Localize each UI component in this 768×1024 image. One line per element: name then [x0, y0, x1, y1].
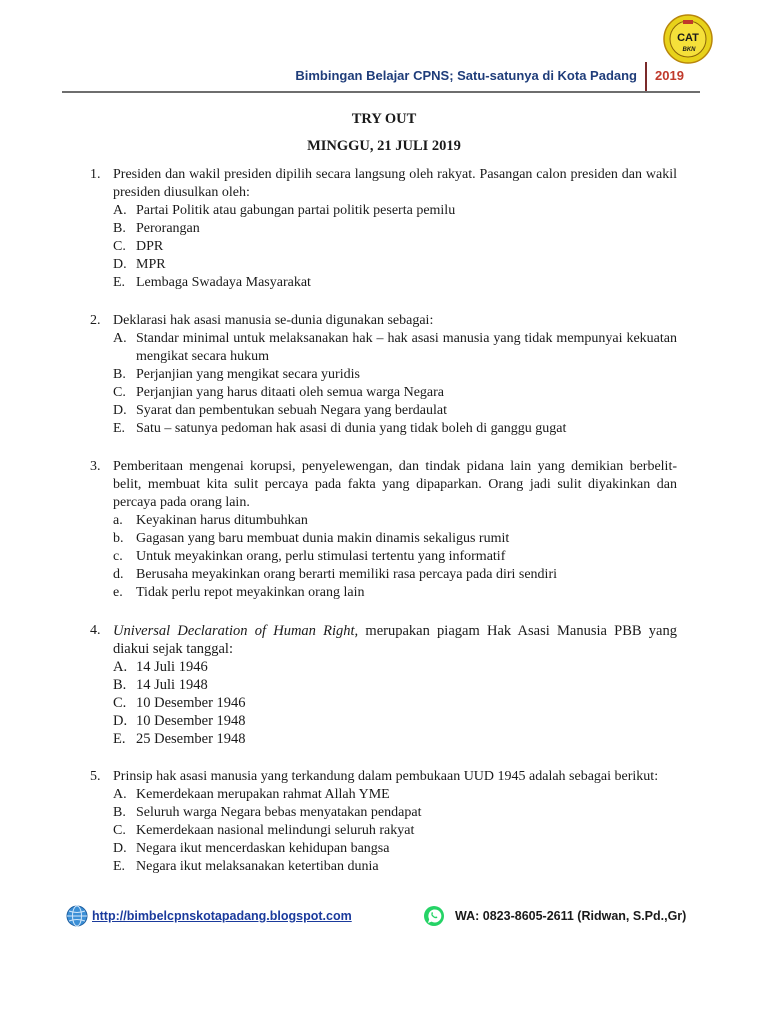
question-text: Prinsip hak asasi manusia yang terkandung dalam pembukaan UUD 1945 adalah sebagai berikut: — [113, 769, 659, 784]
option-list — [113, 786, 677, 876]
option-text: DPR — [136, 239, 164, 254]
option-letter: E. — [113, 859, 126, 874]
option-letter: a. — [113, 513, 123, 528]
question-number: 2. — [90, 313, 101, 328]
logo-subtext: BKN — [682, 47, 696, 53]
option-letter: C. — [113, 823, 126, 838]
option-text: Berusaha meyakinkan orang berarti memiliki rasa percaya pada diri sendiri — [136, 567, 557, 582]
option-text: 10 Desember 1946 — [136, 695, 246, 711]
page-subtitle: MINGGU, 21 JULI 2019 — [307, 138, 461, 154]
option-text: Satu – satunya pedoman hak asasi di dunia yang tidak boleh di ganggu gugat — [136, 421, 567, 436]
option-letter: b. — [113, 531, 124, 546]
option-letter: D. — [113, 713, 128, 729]
option-c — [113, 822, 677, 840]
option-letter: B. — [113, 221, 126, 236]
option-e — [113, 274, 677, 292]
option-text: Standar minimal untuk melaksanakan hak – hak asasi manusia yang tidak mempunyai kekuatan mengikat secara hukum — [136, 331, 677, 364]
question-number: 3. — [90, 459, 101, 474]
header-text: Bimbingan Belajar CPNS; Satu-satunya di Kota Padang — [295, 68, 637, 83]
option-letter: D. — [113, 841, 127, 856]
option-d — [113, 840, 677, 858]
option-c — [113, 548, 677, 566]
option-b — [113, 804, 677, 822]
option-a — [113, 786, 677, 804]
option-a — [113, 330, 677, 366]
option-e — [113, 420, 677, 438]
option-text: Perorangan — [136, 221, 200, 236]
option-d — [113, 712, 677, 730]
header-separator — [645, 62, 647, 92]
option-letter: D. — [113, 257, 127, 272]
page-title: TRY OUT — [351, 111, 417, 127]
question-3 — [90, 458, 677, 602]
option-text: 14 Juli 1946 — [136, 659, 208, 675]
option-d — [113, 402, 677, 420]
option-letter: C. — [113, 695, 127, 711]
question-1 — [90, 166, 677, 292]
option-list — [113, 658, 677, 748]
option-a — [113, 202, 677, 220]
whatsapp-icon — [423, 905, 445, 927]
option-text: Keyakinan harus ditumbuhkan — [136, 513, 308, 528]
option-b — [113, 530, 677, 548]
globe-icon — [66, 905, 88, 927]
option-b — [113, 220, 677, 238]
option-e — [113, 730, 677, 748]
option-text: 25 Desember 1948 — [136, 731, 246, 747]
contact-whatsapp: WA: 0823-8605-2611 (Ridwan, S.Pd.,Gr) — [455, 909, 687, 923]
option-text: 10 Desember 1948 — [136, 713, 246, 729]
option-letter: A. — [113, 659, 128, 675]
option-d — [113, 566, 677, 584]
option-e — [113, 584, 677, 602]
option-a — [113, 658, 677, 676]
option-list — [113, 202, 677, 292]
option-text: Tidak perlu repot meyakinkan orang lain — [136, 585, 365, 600]
question-number: 4. — [90, 623, 101, 638]
option-text: Perjanjian yang harus ditaati oleh semua warga Negara — [136, 385, 445, 400]
option-letter: A. — [113, 331, 127, 346]
question-4 — [90, 622, 677, 748]
option-text: Partai Politik atau gabungan partai politik peserta pemilu — [136, 203, 456, 218]
header-year: 2019 — [655, 68, 684, 83]
option-text: 14 Juli 1948 — [136, 677, 208, 693]
question-text-rest: merupakan piagam Hak Asasi Manusia PBB yang diakui sejak tanggal: — [113, 623, 677, 657]
option-text: Kemerdekaan nasional melindungi seluruh rakyat — [136, 823, 415, 838]
option-letter: E. — [113, 731, 126, 747]
option-letter: C. — [113, 385, 126, 400]
option-letter: e. — [113, 585, 123, 600]
option-text: Lembaga Swadaya Masyarakat — [136, 275, 311, 290]
option-letter: B. — [113, 367, 126, 382]
option-text: MPR — [136, 257, 166, 272]
option-letter: A. — [113, 787, 127, 802]
option-e — [113, 858, 677, 876]
question-list — [90, 166, 677, 896]
option-b — [113, 676, 677, 694]
option-letter: d. — [113, 567, 124, 582]
option-c — [113, 384, 677, 402]
cat-bkn-logo — [663, 14, 713, 64]
question-number: 5. — [90, 769, 101, 784]
option-c — [113, 694, 677, 712]
question-text: Presiden dan wakil presiden dipilih secara langsung oleh rakyat. Pasangan calon presiden dan wakil presiden diusulkan oleh: — [113, 167, 677, 200]
question-text: Pemberitaan mengenai korupsi, penyelewengan, dan tindak pidana lain yang demikian berbelit-belit, membuat kita sulit percaya pada fakta yang dipaparkan. Orang jadi sulit diyakinkan dan percaya pada orang lain. — [113, 459, 677, 510]
option-c — [113, 238, 677, 256]
option-letter: E. — [113, 275, 126, 290]
option-letter: B. — [113, 805, 126, 820]
option-text: Negara ikut melaksanakan ketertiban dunia — [136, 859, 379, 874]
question-2 — [90, 312, 677, 438]
option-text: Syarat dan pembentukan sebuah Negara yang berdaulat — [136, 403, 447, 418]
option-list — [113, 330, 677, 438]
option-letter: C. — [113, 239, 126, 254]
option-text: Untuk meyakinkan orang, perlu stimulasi tertentu yang informatif — [136, 549, 506, 564]
option-letter: A. — [113, 203, 127, 218]
option-text: Kemerdekaan merupakan rahmat Allah YME — [136, 787, 390, 802]
question-text: Deklarasi hak asasi manusia se-dunia digunakan sebagai: — [113, 313, 434, 328]
option-letter: c. — [113, 549, 123, 564]
option-b — [113, 366, 677, 384]
option-a — [113, 512, 677, 530]
option-text: Seluruh warga Negara bebas menyatakan pendapat — [136, 805, 422, 820]
logo-text: CAT — [677, 32, 699, 44]
option-text: Gagasan yang baru membuat dunia makin dinamis sekaligus rumit — [136, 531, 510, 546]
footer — [0, 903, 768, 931]
question-number: 1. — [90, 167, 101, 182]
option-letter: B. — [113, 677, 127, 693]
option-letter: E. — [113, 421, 126, 436]
blog-link[interactable]: http://bimbelcpnskotapadang.blogspot.com — [92, 909, 352, 923]
option-letter: D. — [113, 403, 127, 418]
question-text — [113, 622, 677, 658]
option-d — [113, 256, 677, 274]
question-5 — [90, 768, 677, 876]
header-rule — [62, 91, 700, 93]
option-text: Perjanjian yang mengikat secara yuridis — [136, 367, 360, 382]
option-list — [113, 512, 677, 602]
option-text: Negara ikut mencerdaskan kehidupan bangsa — [136, 841, 390, 856]
question-text-italic: Universal Declaration of Human Right, — [113, 623, 359, 639]
